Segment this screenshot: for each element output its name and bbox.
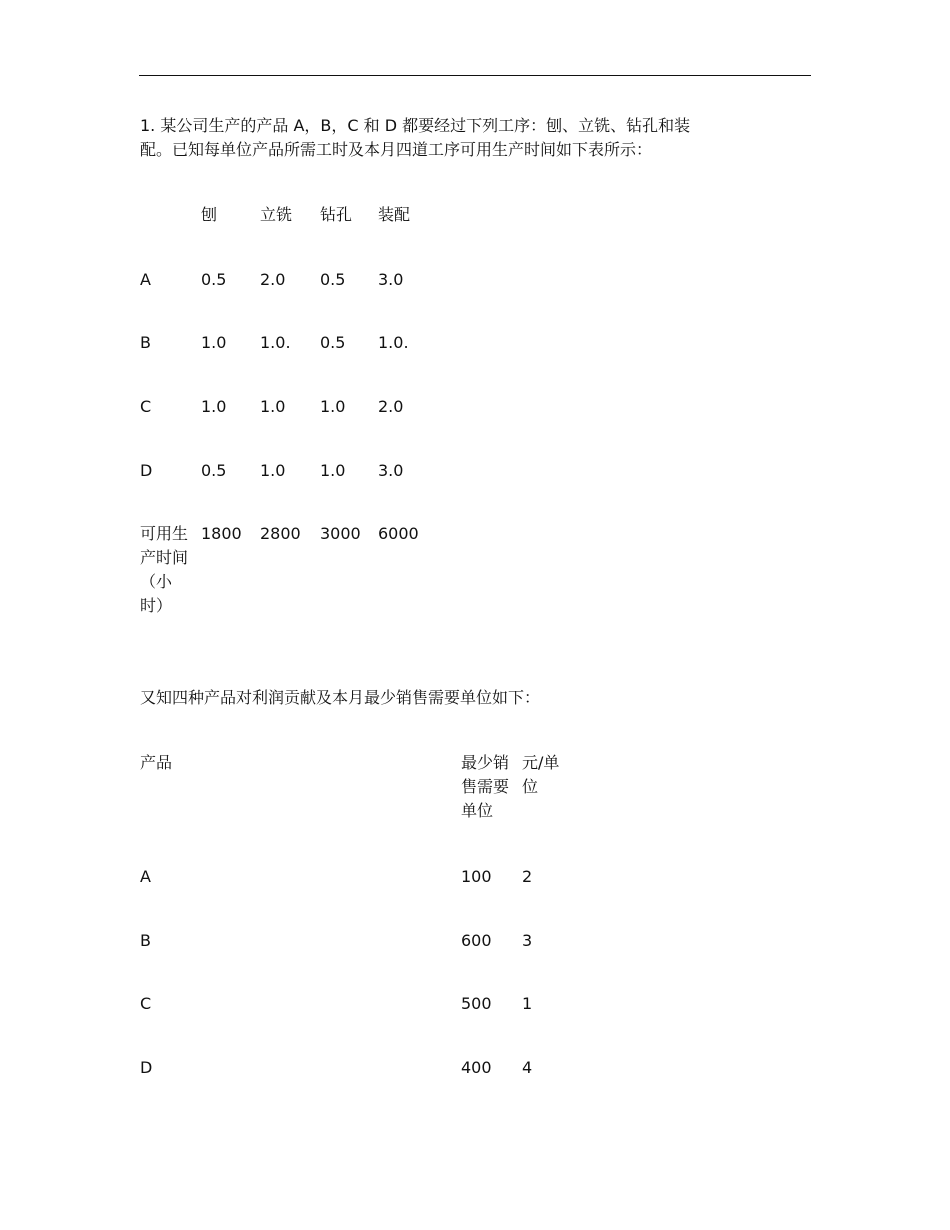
row-label: C: [140, 397, 152, 416]
table-cell: 1: [522, 994, 533, 1013]
table-cell: 500: [461, 994, 492, 1013]
header-milling: 立铣: [260, 205, 293, 224]
table-cell: 2800: [260, 524, 301, 543]
table-cell: 1.0.: [260, 333, 291, 352]
table-cell: 600: [461, 931, 492, 950]
table-cell: 6000: [378, 524, 419, 543]
table-cell: 2.0: [260, 270, 286, 289]
header-drilling: 钻孔: [320, 205, 353, 224]
table-cell: 3: [522, 931, 533, 950]
table-cell: 1.0: [260, 461, 286, 480]
table-cell: 0.5: [320, 270, 346, 289]
table-cell: 100: [461, 867, 492, 886]
header-rule: [139, 75, 811, 76]
row-label: C: [140, 994, 152, 1013]
row-label: B: [140, 333, 151, 352]
table-cell: 2: [522, 867, 533, 886]
table-cell: 2.0: [378, 397, 404, 416]
table-cell: 1.0: [260, 397, 286, 416]
table-cell: 1.0: [320, 461, 346, 480]
header-product: 产品: [140, 753, 173, 772]
header-profit: 元/单 位: [522, 753, 560, 796]
row-label: D: [140, 461, 153, 480]
intro-text-2: 又知四种产品对利润贡献及本月最少销售需要单位如下：: [140, 688, 541, 707]
header-min-units: 最少销 售需要 单位: [461, 753, 510, 820]
table-cell: 1800: [201, 524, 242, 543]
table-cell: 0.5: [320, 333, 346, 352]
row-label: D: [140, 1058, 153, 1077]
table-cell: 1.0: [320, 397, 346, 416]
row-label: B: [140, 931, 151, 950]
table-cell: 1.0: [201, 333, 227, 352]
header-planing: 刨: [201, 205, 218, 224]
table-cell: 1.0: [201, 397, 227, 416]
row-label: A: [140, 867, 151, 886]
table-cell: 4: [522, 1058, 533, 1077]
problem-line-2: 配。已知每单位产品所需工时及本月四道工序可用生产时间如下表所示：: [140, 140, 653, 159]
problem-line-1: 1. 某公司生产的产品 A，B，C 和 D 都要经过下列工序：刨、立铣、钻孔和装: [140, 116, 691, 135]
table-cell: 0.5: [201, 270, 227, 289]
table-cell: 3000: [320, 524, 361, 543]
problem-text: [140, 114, 780, 162]
table-cell: 3.0: [378, 270, 404, 289]
row-label-available-time: 可用生 产时间 （小 时）: [140, 524, 189, 615]
table-cell: 1.0.: [378, 333, 409, 352]
header-assembly: 装配: [378, 205, 411, 224]
table-cell: 400: [461, 1058, 492, 1077]
table-cell: 3.0: [378, 461, 404, 480]
table-cell: 0.5: [201, 461, 227, 480]
row-label: A: [140, 270, 151, 289]
